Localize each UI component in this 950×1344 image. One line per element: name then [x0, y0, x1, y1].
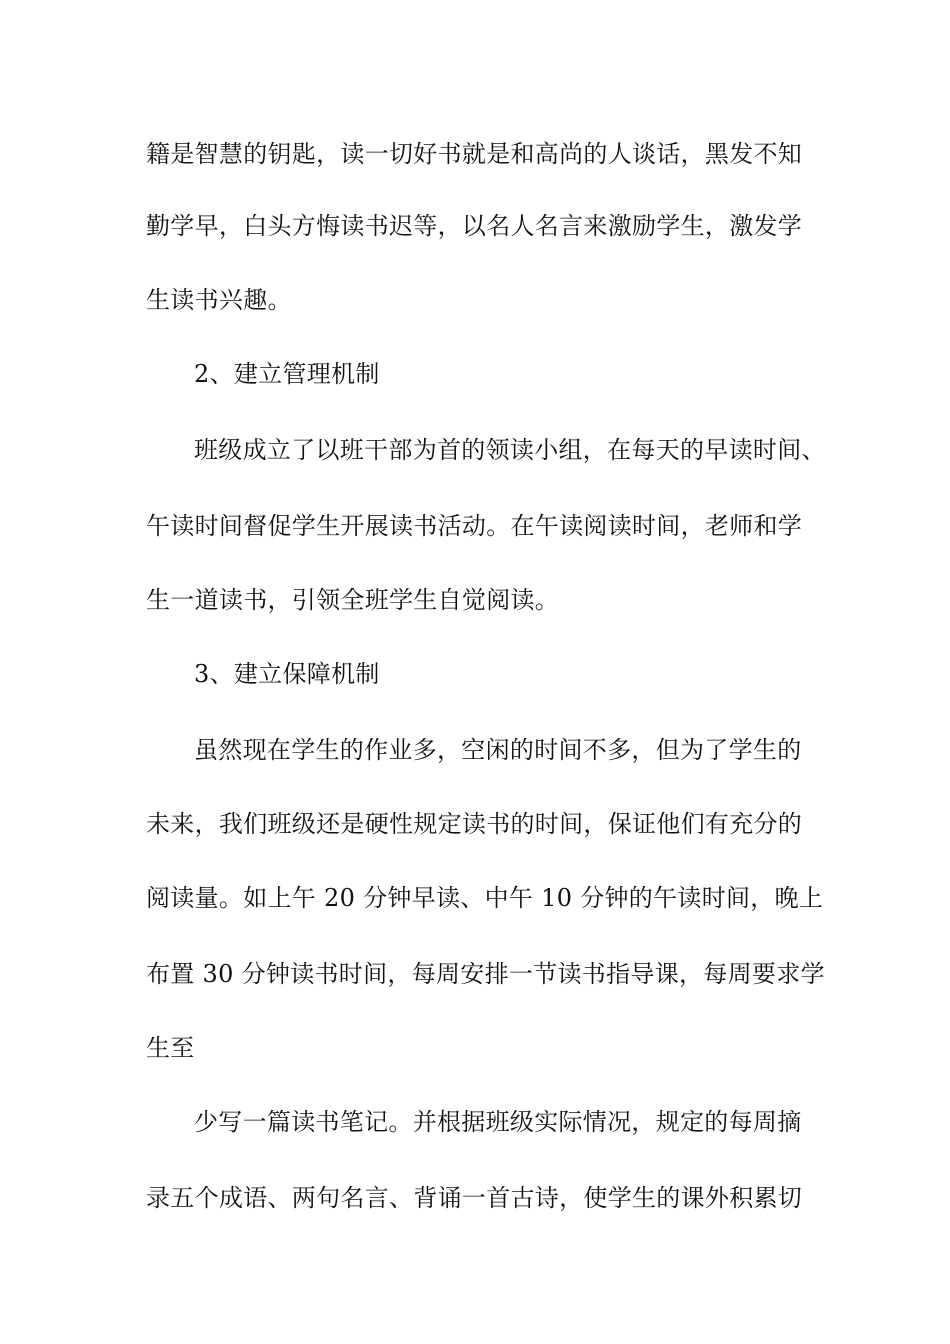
paragraph-line: 班级成立了以班干部为首的领读小组，在每天的早读时间、 [194, 436, 826, 464]
paragraph-line: 虽然现在学生的作业多，空闲的时间不多，但为了学生的 [194, 736, 802, 764]
paragraph-line: 生一道读书，引领全班学生自觉阅读。 [146, 586, 560, 614]
paragraph-line: 未来，我们班级还是硬性规定读书的时间，保证他们有充分的 [146, 810, 803, 838]
paragraph-line: 布置 30 分钟读书时间，每周安排一节读书指导课，每周要求学 [146, 960, 825, 988]
paragraph-line: 录五个成语、两句名言、背诵一首古诗，使学生的课外积累切 [146, 1184, 803, 1212]
paragraph-line: 少写一篇读书笔记。并根据班级实际情况，规定的每周摘 [194, 1108, 802, 1136]
paragraph-line: 籍是智慧的钥匙，读一切好书就是和高尚的人谈话，黑发不知 [146, 140, 803, 168]
paragraph-line: 午读时间督促学生开展读书活动。在午读阅读时间，老师和学 [146, 512, 803, 540]
paragraph-line: 生至 [146, 1034, 195, 1062]
section-heading: 2、建立管理机制 [194, 360, 380, 388]
paragraph-line: 生读书兴趣。 [146, 286, 292, 314]
paragraph-line: 勤学早，白头方悔读书迟等，以名人名言来激励学生，激发学 [146, 212, 803, 240]
section-heading: 3、建立保障机制 [194, 660, 380, 688]
paragraph-line: 阅读量。如上午 20 分钟早读、中午 10 分钟的午读时间，晚上 [146, 884, 824, 912]
